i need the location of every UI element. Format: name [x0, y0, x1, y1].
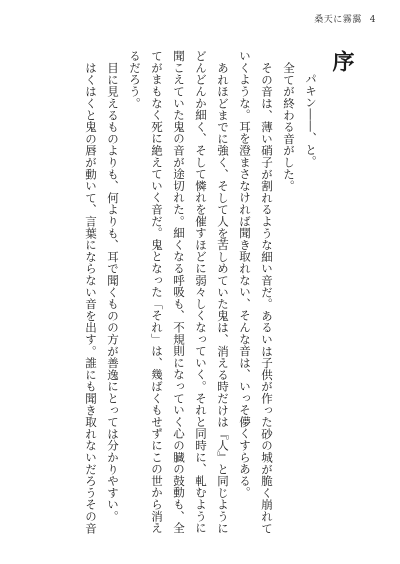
- running-header: [314, 12, 376, 25]
- paragraph: 目に見えるものよりも、何よりも、耳で聞くものの方が善逸にとっては分かりやすい。: [106, 61, 120, 522]
- paragraph: 全てが終わる音がした。: [282, 61, 296, 192]
- paragraph: はくはくと鬼の唇が動いて、言葉にならない音を出す。誰にも聞き取れないだろうその音: [84, 61, 98, 534]
- page-number: 4: [369, 15, 376, 25]
- paragraph: その音は、薄い硝子が割れるような細い音だ。あるいは子供が作った砂の城が脆く崩れていくような。耳を澄まさなければ聞き取れない、そんな音は、いっそ儚くすらある。: [238, 50, 274, 534]
- paragraph: パキン――、と。: [304, 73, 318, 168]
- paragraph: あれほどまでに強く、そして人を苦しめていた鬼は、消える時だけは『人』と同じようにどんどんか細く、そして憐れを催すほどに弱々しくなっていく。それと同時に、軋むように聞こえていた鬼の音が途切れた。細くなる呼吸も、不規則になっていく心の臓の鼓動も、全てがまもなく死に絶えていく音だ。鬼となった「それ」は、幾ばくもせずにこの世から消えるだろう。: [128, 50, 230, 534]
- body-text: [80, 50, 322, 536]
- chapter-title: 序: [329, 50, 355, 76]
- running-title: 桑天に霧靄: [314, 15, 362, 25]
